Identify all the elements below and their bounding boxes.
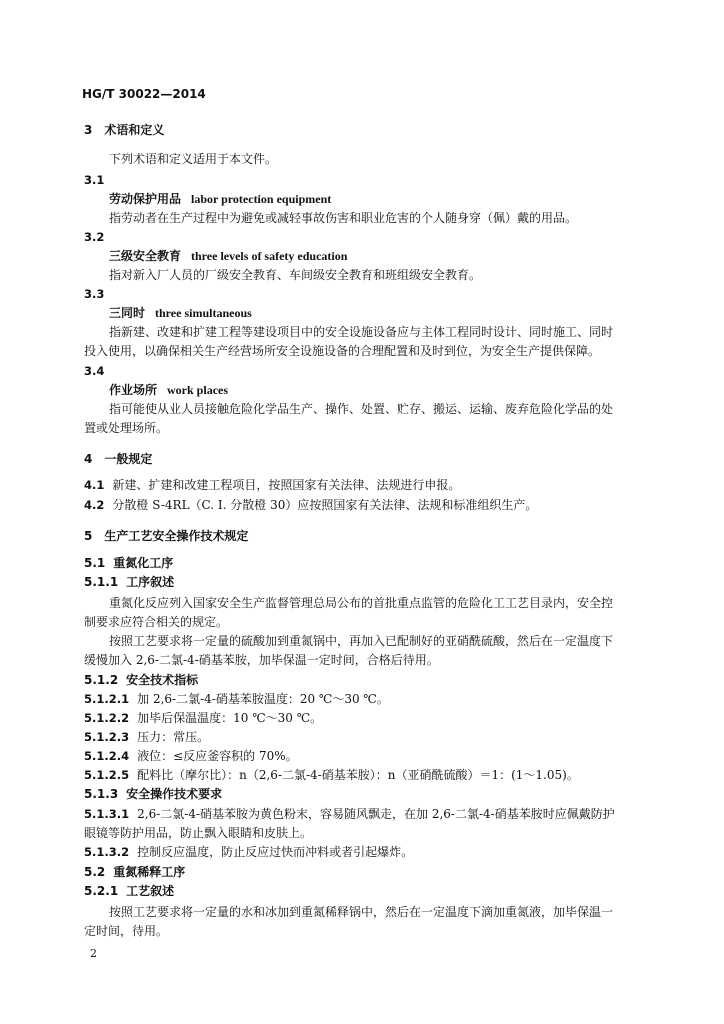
- clause-text: 新建、扩建和改建工程项目，按照国家有关法律、法规进行申报。: [112, 478, 461, 492]
- para-5-2-1-line1: 按照工艺要求将一定量的水和冰加到重氮稀释锅中，然后在一定温度下滴加重氮液，加毕保温一: [109, 905, 614, 919]
- section-5-heading: 5 生产工艺安全操作技术规定: [84, 529, 249, 543]
- clause-number: 5.1.2.5: [84, 768, 130, 782]
- clause-number: 4.1: [84, 478, 105, 492]
- clause-number: 5.1.3.1: [84, 807, 130, 821]
- term-3-4-title: [109, 382, 228, 398]
- subsection-title: 重氮化工序: [113, 556, 174, 570]
- clause-5-1-2-5: [84, 767, 579, 783]
- subsection-5-1-2: [84, 672, 198, 688]
- subsection-title: 工艺叙述: [126, 884, 175, 898]
- clause-5-1-2-2: [84, 710, 322, 726]
- clause-text: 控制反应温度，防止反应过快而冲料或者引起爆炸。: [137, 845, 414, 859]
- term-zh: 劳动保护用品: [109, 192, 182, 206]
- term-3-3-definition-line2: 投入使用，以确保相关生产经营场所安全设施设备的合理配置和及时到位，为安全生产提供保障。: [84, 344, 601, 358]
- clause-4-2: [84, 497, 537, 513]
- clause-number: 5.1.2.3: [84, 730, 130, 744]
- clause-text: 加 2,6-二氯-4-硝基苯胺温度：20 ℃～30 ℃。: [137, 692, 389, 706]
- clause-5-1-2-1: [84, 691, 389, 707]
- clause-text: 分散橙 S-4RL（C. I. 分散橙 30）应按照国家有关法律、法规和标准组织生产。: [112, 498, 538, 512]
- subsection-title: 重氮稀释工序: [113, 865, 186, 879]
- clause-text: 液位：≤反应釜容积的 70%。: [137, 749, 298, 763]
- subsection-number: 5.2: [84, 865, 106, 879]
- para-5-1-1-b-line2: 缓慢加入 2,6-二氯-4-硝基苯胺，加毕保温一定时间，合格后待用。: [84, 653, 439, 667]
- subsection-title: 工序叙述: [126, 575, 175, 589]
- subsection-5-2: [84, 864, 185, 880]
- term-3-2-definition: 指对新入厂人员的厂级安全教育、车间级安全教育和班组级安全教育。: [109, 268, 482, 282]
- subsection-title: 安全技术指标: [126, 673, 199, 687]
- standard-number: HG/T 30022—2014: [82, 87, 206, 101]
- term-en: three levels of safety education: [191, 249, 348, 263]
- section-3-intro: 下列术语和定义适用于本文件。: [109, 152, 278, 166]
- clause-5-1-3-1-line2: 眼镜等防护用品，防止飘入眼睛和皮肤上。: [84, 826, 313, 840]
- subsection-5-1-1: [84, 574, 174, 590]
- subsection-number: 5.1.2: [84, 673, 119, 687]
- term-3-3-number: 3.3: [84, 287, 105, 301]
- subsection-5-1-3: [84, 786, 222, 802]
- term-en: work places: [167, 383, 229, 397]
- term-3-4-definition-line1: 指可能使从业人员接触危险化学品生产、操作、处置、贮存、搬运、运输、废弃危险化学品的处: [109, 402, 614, 416]
- subsection-5-2-1: [84, 883, 174, 899]
- clause-text: 压力：常压。: [137, 730, 210, 744]
- clause-text: 配料比（摩尔比）：n（2,6-二氯-4-硝基苯胺）：n（亚硝酰硫酸）＝1：(1～1.05)。: [137, 768, 579, 782]
- clause-number: 5.1.3.2: [84, 845, 130, 859]
- term-en: three simultaneous: [155, 306, 252, 320]
- subsection-number: 5.1: [84, 556, 106, 570]
- subsection-number: 5.1.1: [84, 575, 119, 589]
- term-3-4-definition-line2: 置或处理场所。: [84, 421, 169, 435]
- term-3-4-number: 3.4: [84, 364, 105, 378]
- clause-number: 5.1.2.1: [84, 692, 130, 706]
- subsection-5-1: [84, 555, 173, 571]
- clause-number: 5.1.2.4: [84, 749, 130, 763]
- term-3-3-definition-line1: 指新建、改建和扩建工程等建设项目中的安全设施设备应与主体工程同时设计、同时施工、同时: [109, 325, 614, 339]
- subsection-number: 5.2.1: [84, 884, 119, 898]
- term-3-1-title: [109, 191, 331, 207]
- section-4-heading: 4 一般规定: [84, 452, 153, 466]
- term-3-1-number: 3.1: [84, 173, 105, 187]
- para-5-2-1-line2: 定时间，待用。: [84, 924, 169, 938]
- clause-5-1-2-4: [84, 748, 298, 764]
- page-number: 2: [90, 947, 97, 960]
- clause-5-1-2-3: [84, 729, 209, 745]
- section-3-heading: 3 术语和定义: [84, 123, 165, 137]
- para-5-1-1-b-line1: 按照工艺要求将一定量的硫酸加到重氮锅中，再加入已配制好的亚硝酰硫酸，然后在一定温度下: [109, 634, 614, 648]
- term-3-1-definition: 指劳动者在生产过程中为避免或减轻事故伤害和职业危害的个人随身穿（佩）戴的用品。: [109, 211, 578, 225]
- term-3-2-number: 3.2: [84, 230, 105, 244]
- term-zh: 三级安全教育: [109, 249, 182, 263]
- clause-4-1: [84, 477, 460, 493]
- clause-number: 5.1.2.2: [84, 711, 130, 725]
- clause-text: 2,6-二氯-4-硝基苯胺为黄色粉末，容易随风飘走，在加 2,6-二氯-4-硝基苯胺时应佩戴防护: [137, 807, 615, 821]
- term-en: labor protection equipment: [191, 192, 332, 206]
- subsection-number: 5.1.3: [84, 787, 119, 801]
- clause-5-1-3-2: [84, 844, 413, 860]
- clause-5-1-3-1-line1: [84, 806, 615, 822]
- para-5-1-1-a-line2: 制要求应符合相关的规定。: [84, 615, 229, 629]
- subsection-title: 安全操作技术要求: [126, 787, 223, 801]
- term-zh: 作业场所: [109, 383, 158, 397]
- para-5-1-1-a-line1: 重氮化反应列入国家安全生产监督管理总局公布的首批重点监管的危险化工工艺目录内，安全控: [109, 596, 614, 610]
- term-zh: 三同时: [109, 306, 146, 320]
- clause-number: 4.2: [84, 498, 105, 512]
- term-3-2-title: [109, 248, 347, 264]
- clause-text: 加毕后保温温度：10 ℃～30 ℃。: [137, 711, 323, 725]
- term-3-3-title: [109, 305, 252, 321]
